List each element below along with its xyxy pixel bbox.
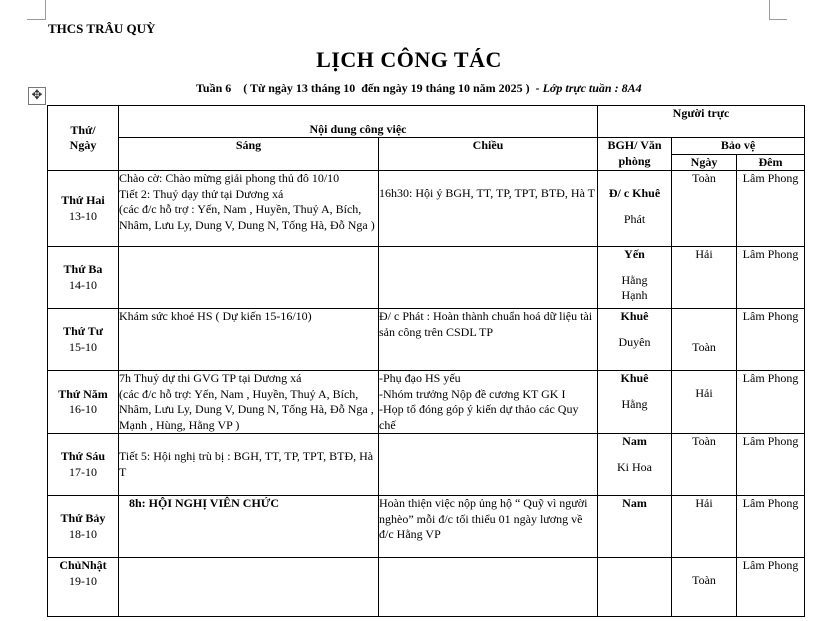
guard-day-cell: Hải: [672, 371, 737, 434]
day-date: 18-10: [69, 526, 97, 541]
school-name: THCS TRÂU QUỲ: [48, 21, 156, 36]
afternoon-cell: [379, 371, 598, 434]
morning-cell: [119, 171, 379, 247]
bgh-name: Nam: [622, 434, 647, 448]
header-on-duty: Người trực: [598, 106, 805, 138]
afternoon-cell: [379, 434, 598, 496]
guard-day-cell: Toàn: [672, 434, 737, 496]
bgh-name: Yến: [624, 247, 645, 261]
duty-class: - Lớp trực tuần : 8A4: [535, 81, 642, 95]
morning-cell: [119, 434, 379, 496]
afternoon-cell: [379, 496, 598, 558]
schedule-table: [47, 105, 805, 617]
crop-mark-right-h: [769, 19, 787, 20]
afternoon-cell: [379, 558, 598, 617]
morning-cell: [119, 496, 379, 558]
bgh-name: Ki Hoa: [617, 459, 653, 474]
morning-line: [119, 434, 378, 449]
afternoon-line: -Phụ đạo HS yếu: [379, 371, 461, 385]
guard-night-cell: Lâm Phong: [737, 309, 805, 371]
week-subtitle: [196, 81, 642, 96]
bgh-name: Khuê: [620, 309, 649, 323]
afternoon-line: -Nhóm trưởng Nộp đề cương KT GK I: [379, 386, 566, 401]
bgh-cell: [598, 309, 672, 371]
afternoon-line: Hoàn thiện việc nộp ủng hộ “ Quỹ vì người nghèo” mỗi đ/c tối thiểu 01 ngày lương về đ/c Hằng VP: [379, 496, 588, 541]
day-name: Thứ Hai: [61, 193, 105, 207]
day-cell: [48, 309, 119, 371]
day-cell: [48, 496, 119, 558]
guard-night-cell: Lâm Phong: [737, 558, 805, 617]
afternoon-cell: [379, 247, 598, 309]
day-date: 19-10: [69, 573, 97, 588]
morning-line: Chào cờ: Chào mừng giải phong thủ đô 10/10: [119, 171, 340, 185]
morning-line: Tiết 2: Thuỷ dạy thử tại Dương xá: [119, 186, 284, 201]
morning-line: 8h: HỘI NGHỊ VIÊN CHỨC: [129, 496, 280, 510]
afternoon-line: 16h30: Hội ý BGH, TT, TP, TPT, BTĐ, Hà T: [379, 186, 596, 200]
bgh-cell: [598, 434, 672, 496]
bgh-cell: [598, 371, 672, 434]
guard-day-cell: Toàn: [672, 558, 737, 617]
guard-day-cell: Hải: [672, 247, 737, 309]
header-night-shift: Đêm: [737, 154, 805, 171]
day-cell: [48, 247, 119, 309]
day-date: 16-10: [69, 402, 97, 416]
morning-line: 7h Thuỷ dự thi GVG TP tại Dương xá: [119, 371, 302, 385]
guard-day-cell: Toàn: [672, 171, 737, 247]
guard-night-cell: Lâm Phong: [737, 434, 805, 496]
day-date: 17-10: [69, 464, 97, 479]
page-title: LỊCH CÔNG TÁC: [316, 47, 502, 72]
day-date: 13-10: [69, 208, 97, 223]
bgh-cell: [598, 496, 672, 558]
morning-cell: [119, 309, 379, 371]
crop-mark-right-v: [769, 0, 770, 20]
morning-cell: [119, 247, 379, 309]
table-row: [48, 496, 805, 558]
morning-cell: [119, 371, 379, 434]
day-name: Thứ Sáu: [60, 449, 106, 463]
bgh-name: Phát: [623, 211, 646, 226]
table-row: [48, 558, 805, 617]
afternoon-cell: [379, 309, 598, 371]
day-date: 14-10: [69, 277, 97, 292]
morning-line: (các đ/c hỗ trợ : Yến, Nam , Huyền, Thuỷ A, Bích, Nhâm, Lưu Ly, Dung V, Dung N, Tống Hà, Đỗ Nga ): [119, 202, 375, 232]
crop-mark-left-h: [27, 19, 45, 20]
header-bgh-office: BGH/ Văn phòng: [598, 138, 672, 171]
guard-night-cell: Lâm Phong: [737, 247, 805, 309]
guard-night-cell: Lâm Phong: [737, 371, 805, 434]
day-name: Thứ Năm: [58, 386, 108, 401]
day-name: Thứ Ba: [63, 262, 103, 276]
table-row: [48, 247, 805, 309]
header-afternoon: Chiều: [379, 138, 598, 171]
day-cell: [48, 371, 119, 434]
guard-night-cell: Lâm Phong: [737, 496, 805, 558]
morning-line: Tiết 5: Hội nghị trù bị : BGH, TT, TP, TPT, BTĐ, Hà T: [119, 449, 374, 479]
day-cell: [48, 171, 119, 247]
bgh-cell: [598, 247, 672, 309]
date-range: ( Từ ngày 13 tháng 10 đến ngày 19 tháng 10 năm 2025 ): [243, 81, 530, 95]
table-row: [48, 434, 805, 496]
day-name: Thứ Tư: [63, 324, 103, 338]
day-cell: [48, 434, 119, 496]
morning-cell: [119, 558, 379, 617]
bgh-name: Hằng Hạnh: [621, 272, 648, 302]
table-row: [48, 171, 805, 247]
header-day: Thứ/ Ngày: [48, 106, 119, 171]
header-day-shift: Ngày: [672, 154, 737, 171]
afternoon-line: [379, 171, 597, 186]
afternoon-line: Đ/ c Phát : Hoàn thành chuẩn hoá dữ liệu tài sản công trên CSDL TP: [379, 309, 593, 339]
table-row: [48, 309, 805, 371]
day-name: ChủNhật: [59, 558, 107, 572]
morning-line: (các đ/c hỗ trợ: Yến, Nam , Huyền, Thuỷ A, Bích, Nhâm, Lưu Ly, Dung V, Dung N, Tống Hà, Đỗ Nga , Mạnh , Hùng, Hằng VP ): [119, 386, 374, 432]
guard-day-cell: Toàn: [672, 309, 737, 371]
morning-line: Khám sức khoẻ HS ( Dự kiến 15-16/10): [119, 309, 312, 323]
guard-day-cell: Hải: [672, 496, 737, 558]
bgh-name: Nam: [622, 496, 647, 510]
table-row: [48, 371, 805, 434]
bgh-name: Khuê: [620, 371, 649, 385]
day-name: Thứ Bảy: [60, 511, 106, 525]
header-morning: Sáng: [119, 138, 379, 171]
table-move-handle-icon[interactable]: ✥: [28, 87, 46, 105]
guard-night-cell: Lâm Phong: [737, 171, 805, 247]
week-label: Tuần 6: [196, 81, 232, 95]
bgh-name: Hằng: [621, 396, 648, 411]
bgh-name: Đ/ c Khuê: [608, 186, 661, 200]
header-work-content: Nội dung công việc: [119, 106, 598, 138]
crop-mark-left-v: [45, 0, 46, 20]
day-date: 15-10: [69, 339, 97, 354]
day-cell: [48, 558, 119, 617]
afternoon-cell: [379, 171, 598, 247]
header-security: Bảo vệ: [672, 138, 805, 155]
bgh-name: Duyên: [618, 334, 651, 349]
bgh-cell: [598, 171, 672, 247]
bgh-cell: [598, 558, 672, 617]
afternoon-line: -Họp tổ đóng góp ý kiến dự thảo các Quy chế: [379, 402, 579, 432]
